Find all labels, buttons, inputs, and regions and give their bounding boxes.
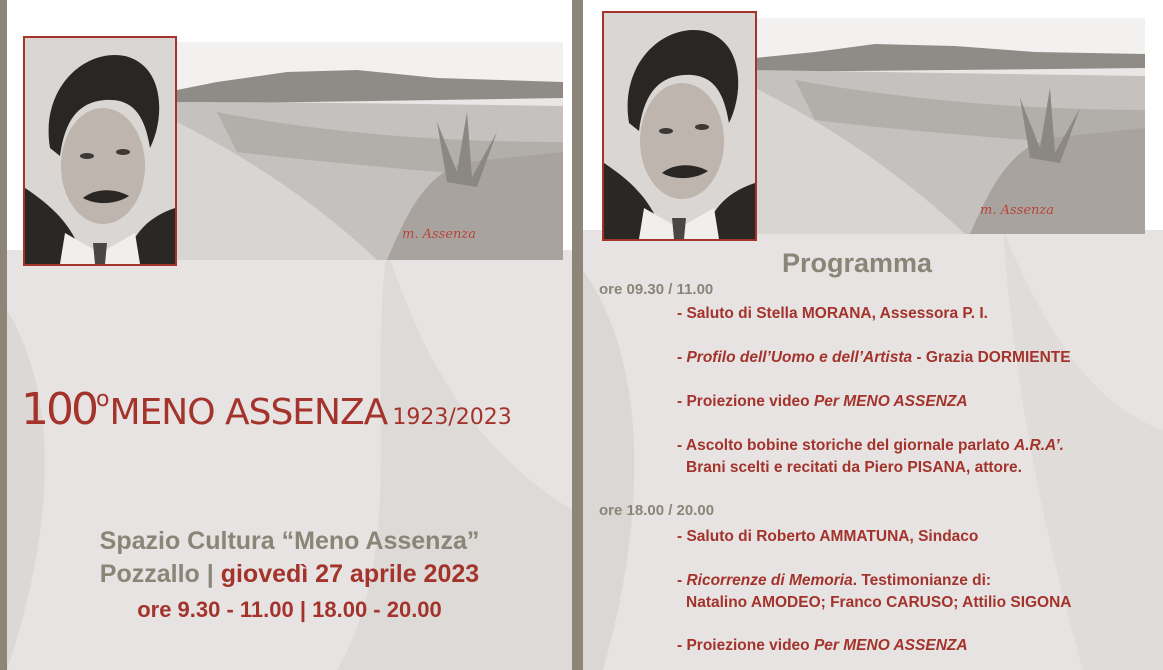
title-name: MENO ASSENZA <box>109 392 388 433</box>
program-item-italic: Per MENO ASSENZA <box>813 393 968 410</box>
session-time: ore 18.00 / 20.00 <box>599 502 715 519</box>
coast-photo <box>755 18 1145 234</box>
program-heading: Programma <box>782 248 933 278</box>
program-item-italic: A.R.A’. <box>1014 437 1064 454</box>
title-years: 1923/2023 <box>392 405 512 430</box>
artist-signature: m. Assenza <box>980 203 1054 218</box>
program-item: - Profilo dell’Uomo e dell’Artista - Grazia DORMIENTE <box>677 349 1071 366</box>
program-item-text: . Testimonianze di: <box>852 572 992 589</box>
session-time: ore 09.30 / 11.00 <box>599 281 714 298</box>
program-item-line2: Natalino AMODEO; Franco CARUSO; Attilio SIGONA <box>686 594 1072 611</box>
poster-left <box>7 0 572 670</box>
program-item-line2: Brani scelti e recitati da Piero PISANA, attore. <box>686 459 1022 476</box>
portrait-photo <box>23 36 177 266</box>
program-item-text: - Proiezione video <box>677 393 814 410</box>
program-item-italic: Per MENO ASSENZA <box>813 637 968 654</box>
program-item-italic: Ricorrenze di Memoria <box>686 572 853 589</box>
program-item: - Saluto di Roberto AMMATUNA, Sindaco <box>677 528 979 545</box>
artist-signature: m. Assenza <box>402 227 476 242</box>
event-hours: ore 9.30 - 11.00 | 18.00 - 20.00 <box>137 597 442 622</box>
program-item-italic: Profilo dell’Uomo e dell’Artista <box>686 349 913 366</box>
venue-date-line <box>7 560 572 589</box>
venue-city: Pozzallo | <box>99 560 214 588</box>
event-date: giovedì 27 aprile 2023 <box>220 560 480 588</box>
program-item: - Saluto di Stella MORANA, Assessora P. I. <box>677 305 988 322</box>
event-title <box>21 384 512 435</box>
program-item-text: - Proiezione video <box>677 637 814 654</box>
program-item <box>677 391 968 413</box>
program-item-text: - Ascolto bobine storiche del giornale parlato <box>677 437 1015 454</box>
program-item <box>677 435 1064 479</box>
title-number: 100 <box>21 384 96 435</box>
program-item <box>677 635 968 657</box>
poster-right <box>583 0 1163 670</box>
title-degree: o <box>95 387 110 412</box>
coast-photo <box>177 42 563 260</box>
venue-name: Spazio Cultura “Meno Assenza” <box>99 527 480 555</box>
program-item-text: - Grazia DORMIENTE <box>912 349 1071 366</box>
portrait-photo <box>602 11 757 241</box>
program-item: - Ricorrenze di Memoria. Testimonianze di: Natalino AMODEO; Franco CARUSO; Attilio SIGONA <box>677 570 1072 614</box>
